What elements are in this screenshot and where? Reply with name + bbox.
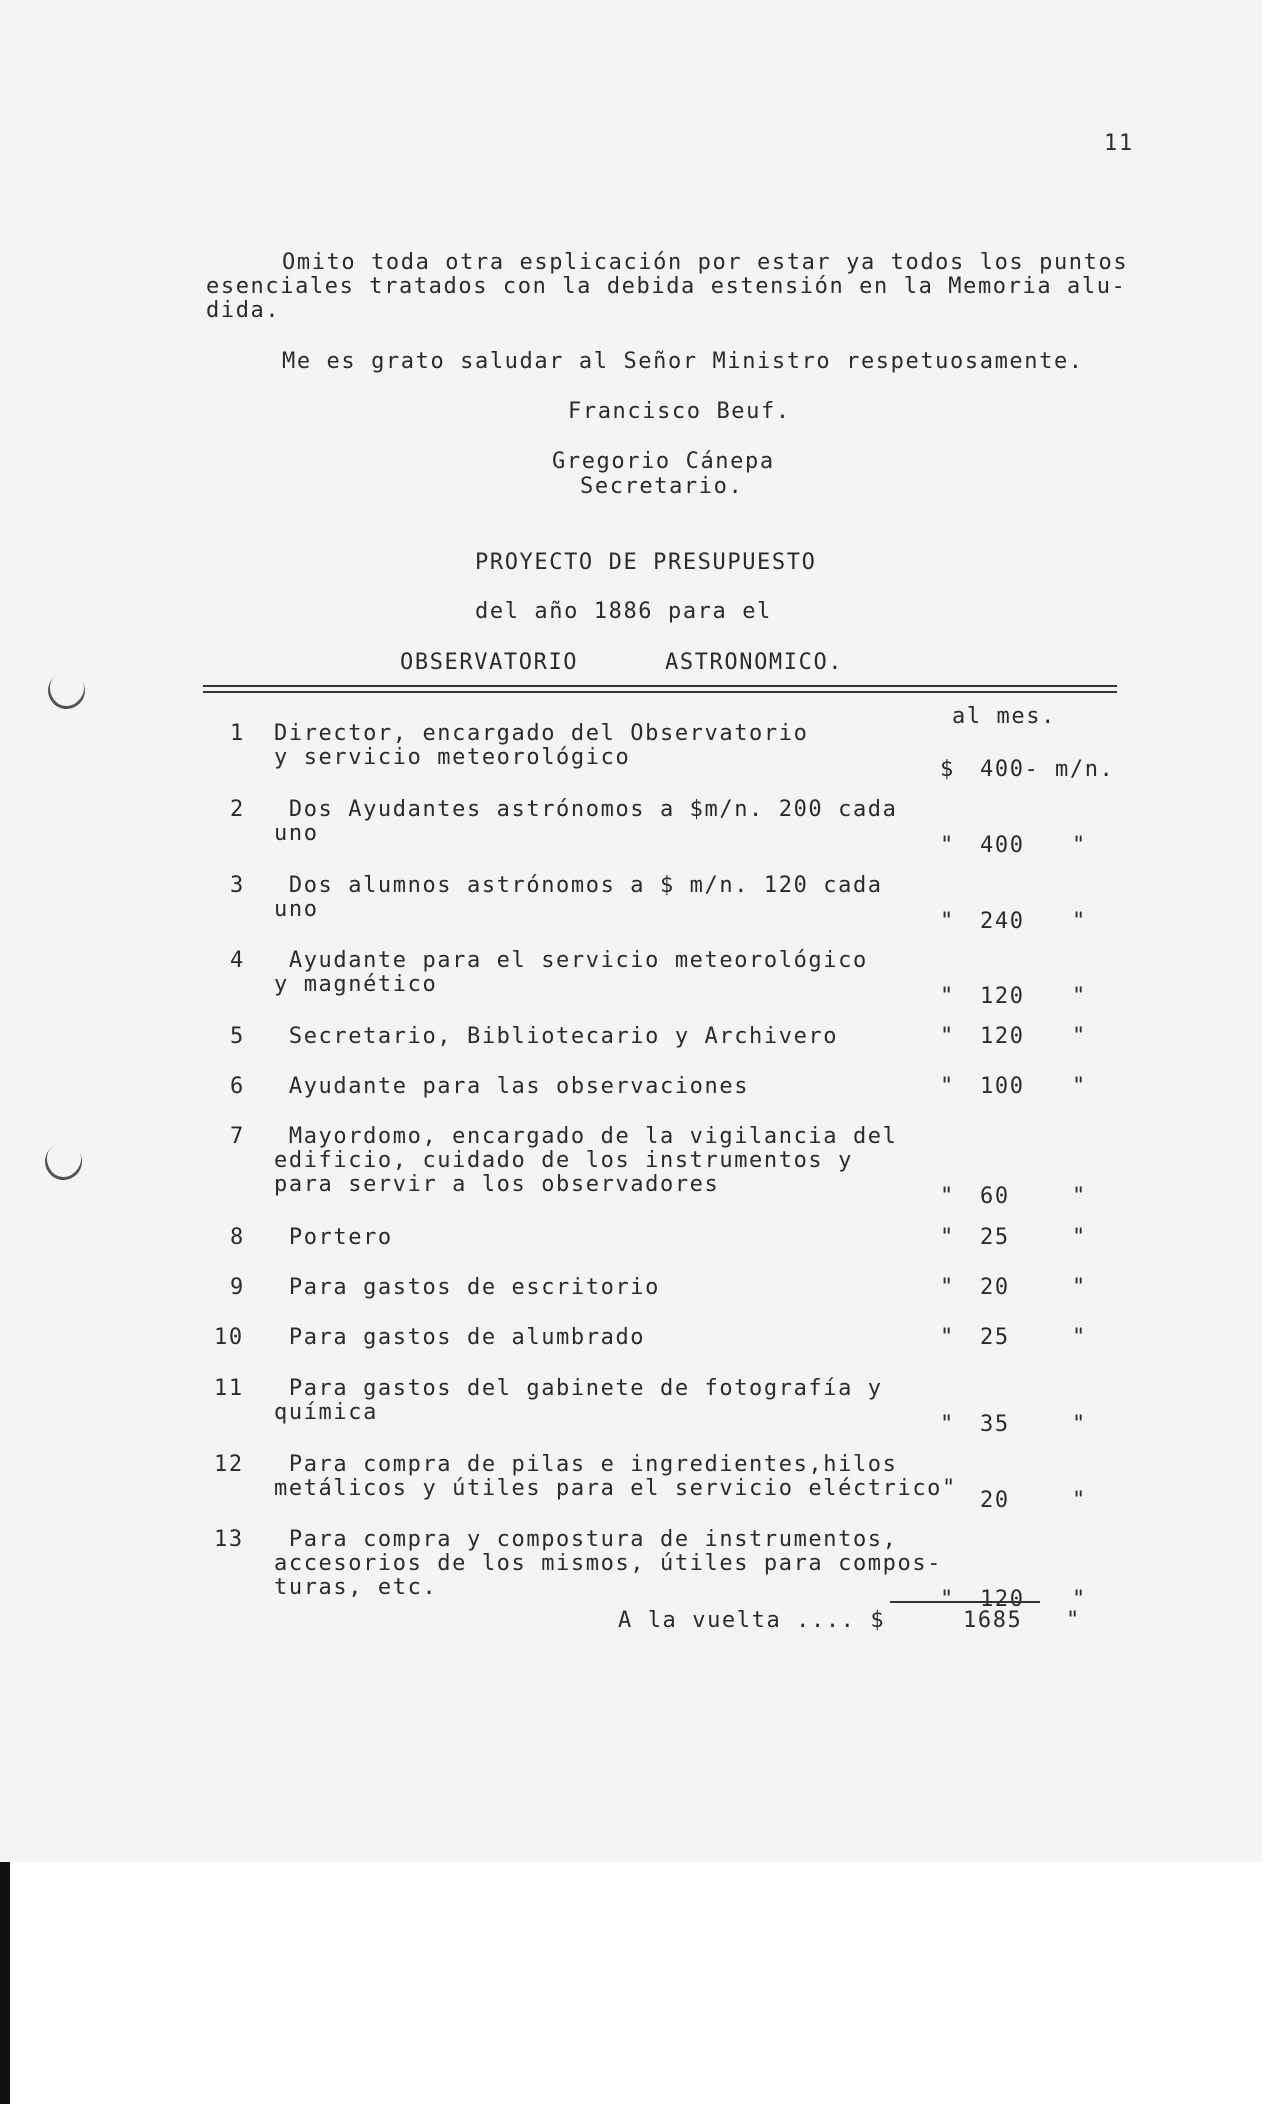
signer-canepa: Gregorio Cánepa <box>552 449 775 474</box>
budget-heading-observatorio: OBSERVATORIO <box>400 650 579 675</box>
item-description-line: Ayudante para el servicio meteorológico <box>274 948 868 973</box>
item-ditto-mark: " <box>940 1275 955 1300</box>
item-amount: 35 <box>980 1412 1010 1437</box>
paragraph-line: Omito toda otra esplicación por estar ya todos los puntos <box>282 250 1129 275</box>
item-number: 5 <box>230 1024 245 1049</box>
item-unit: " <box>1072 1488 1087 1513</box>
item-number: 12 <box>214 1452 244 1477</box>
item-description-line: Dos Ayudantes astrónomos a $m/n. 200 cada <box>274 797 898 822</box>
budget-heading: PROYECTO DE PRESUPUESTO <box>475 550 817 575</box>
item-ditto-mark: " <box>940 1412 955 1437</box>
item-unit: " <box>1072 1225 1087 1250</box>
item-description-line: Secretario, Bibliotecario y Archivero <box>274 1024 839 1049</box>
signer-canepa-title: Secretario. <box>580 474 744 499</box>
item-amount: 20 <box>980 1275 1010 1300</box>
item-unit: " <box>1072 1325 1087 1350</box>
item-amount: 400- <box>980 757 1040 782</box>
signer-beuf: Francisco Beuf. <box>568 399 791 424</box>
item-unit: " <box>1072 1024 1087 1049</box>
item-ditto-mark: " <box>940 833 955 858</box>
item-amount: 60 <box>980 1184 1010 1209</box>
item-amount: 100 <box>980 1074 1025 1099</box>
page-number: 11 <box>1104 131 1134 156</box>
punch-hole-mark <box>41 665 93 717</box>
item-ditto-mark: " <box>940 1587 955 1612</box>
item-unit: " <box>1072 833 1087 858</box>
budget-heading-astronomico: ASTRONOMICO. <box>665 650 844 675</box>
item-amount: 120 <box>980 1024 1025 1049</box>
item-amount: 400 <box>980 833 1025 858</box>
item-unit: " <box>1072 1074 1087 1099</box>
item-description-line: y servicio meteorológico <box>274 745 631 770</box>
double-rule-bottom <box>203 691 1117 693</box>
item-unit: " <box>1072 1184 1087 1209</box>
item-ditto-mark: " <box>940 1325 955 1350</box>
item-number: 8 <box>230 1225 245 1250</box>
paragraph-line: esenciales tratados con la debida estensión en la Memoria alu- <box>206 274 1127 299</box>
item-unit: m/n. <box>1055 757 1115 782</box>
item-description-line: para servir a los observadores <box>274 1172 720 1197</box>
item-ditto-mark: " <box>940 1024 955 1049</box>
item-ditto-mark: " <box>940 909 955 934</box>
sum-underline <box>890 1601 1040 1603</box>
item-description-line: metálicos y útiles para el servicio eléctrico" <box>274 1476 957 1501</box>
item-description-line: Portero <box>274 1225 393 1250</box>
item-ditto-mark: " <box>940 1225 955 1250</box>
item-description-line: uno <box>274 821 319 846</box>
column-header: al mes. <box>952 704 1056 729</box>
item-number: 6 <box>230 1074 245 1099</box>
item-number: 10 <box>214 1325 244 1350</box>
item-description-line: química <box>274 1400 378 1425</box>
item-amount: 240 <box>980 909 1025 934</box>
item-ditto-mark: " <box>940 1074 955 1099</box>
total-label: A la vuelta .... $ <box>618 1608 886 1633</box>
item-number: 2 <box>230 797 245 822</box>
item-amount: 25 <box>980 1325 1010 1350</box>
item-description-line: Director, encargado del Observatorio <box>274 721 809 746</box>
item-ditto-mark: $ <box>940 757 955 782</box>
item-number: 13 <box>214 1527 244 1552</box>
item-description-line: Mayordomo, encargado de la vigilancia del <box>274 1124 898 1149</box>
item-amount: 20 <box>980 1488 1010 1513</box>
item-unit: " <box>1072 984 1087 1009</box>
item-number: 7 <box>230 1124 245 1149</box>
item-description-line: Ayudante para las observaciones <box>274 1074 750 1099</box>
item-unit: " <box>1072 909 1087 934</box>
item-number: 3 <box>230 873 245 898</box>
punch-hole-mark <box>38 1136 90 1188</box>
item-number: 9 <box>230 1275 245 1300</box>
total-amount: 1685 <box>963 1608 1023 1633</box>
total-unit: " <box>1066 1608 1081 1633</box>
item-amount: 25 <box>980 1225 1010 1250</box>
scan-edge <box>0 1862 10 2104</box>
item-description-line: Dos alumnos astrónomos a $ m/n. 120 cada <box>274 873 883 898</box>
item-number: 4 <box>230 948 245 973</box>
item-description-line: Para compra de pilas e ingredientes,hilos <box>274 1452 898 1477</box>
item-description-line: Para gastos de escritorio <box>274 1275 660 1300</box>
item-description-line: turas, etc. <box>274 1575 438 1600</box>
item-unit: " <box>1072 1587 1087 1612</box>
item-description-line: Para gastos del gabinete de fotografía y <box>274 1376 883 1401</box>
paragraph-line: dida. <box>206 298 281 323</box>
budget-subheading: del año 1886 para el <box>475 599 772 624</box>
item-ditto-mark: " <box>940 984 955 1009</box>
item-amount: 120 <box>980 984 1025 1009</box>
item-description-line: y magnético <box>274 972 438 997</box>
double-rule-top <box>203 685 1117 687</box>
item-unit: " <box>1072 1412 1087 1437</box>
item-description-line: accesorios de los mismos, útiles para compos- <box>274 1551 943 1576</box>
item-number: 1 <box>230 721 245 746</box>
item-description-line: uno <box>274 897 319 922</box>
item-ditto-mark: " <box>940 1184 955 1209</box>
item-description-line: Para compra y compostura de instrumentos, <box>274 1527 898 1552</box>
item-number: 11 <box>214 1376 244 1401</box>
item-unit: " <box>1072 1275 1087 1300</box>
item-description-line: edificio, cuidado de los instrumentos y <box>274 1148 853 1173</box>
greeting: Me es grato saludar al Señor Ministro respetuosamente. <box>282 349 1084 374</box>
item-amount: 120 <box>980 1587 1025 1612</box>
item-description-line: Para gastos de alumbrado <box>274 1325 646 1350</box>
